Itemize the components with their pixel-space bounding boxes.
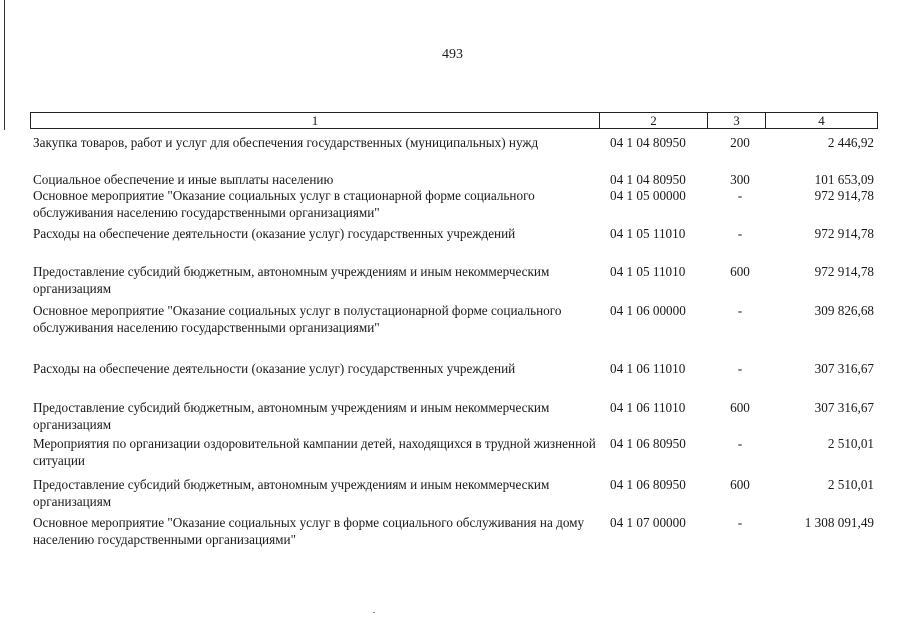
- row-sum: 307 316,67: [814, 400, 874, 415]
- scan-speck: [373, 612, 375, 613]
- row-name: Предоставление субсидий бюджетным, автономным учреждениям и иным некоммерческим организациям: [33, 264, 550, 296]
- row-sum: 1 308 091,49: [804, 515, 874, 530]
- row-name: Расходы на обеспечение деятельности (оказание услуг) государственных учреждений: [33, 361, 516, 376]
- row-expense-type: 600: [730, 477, 750, 492]
- row-code: 04 1 04 80950: [610, 135, 686, 150]
- row-sum: 972 914,78: [814, 188, 874, 203]
- row-expense-type: 600: [730, 264, 750, 279]
- row-sum: 972 914,78: [814, 264, 874, 279]
- row-sum: 2 510,01: [827, 477, 874, 492]
- row-sum: 101 653,09: [814, 172, 874, 187]
- row-sum: 2 510,01: [827, 436, 874, 451]
- budget-table: [30, 112, 878, 547]
- row-sum: 2 446,92: [827, 135, 874, 150]
- header-col-3: 3: [708, 113, 766, 128]
- row-code: 04 1 05 11010: [610, 264, 686, 279]
- row-name: Предоставление субсидий бюджетным, автономным учреждениям и иным некоммерческим организациям: [33, 400, 550, 432]
- row-name: Социальное обеспечение и иные выплаты населению: [33, 172, 334, 187]
- row-name: Мероприятия по организации оздоровительной кампании детей, находящихся в трудной жизненной ситуации: [33, 436, 596, 468]
- row-code: 04 1 06 80950: [610, 436, 686, 451]
- row-code: 04 1 05 00000: [610, 188, 686, 203]
- row-sum: 972 914,78: [814, 226, 874, 241]
- row-expense-type: 600: [730, 400, 750, 415]
- row-sum: 309 826,68: [814, 303, 874, 318]
- table-header-row: [30, 112, 878, 129]
- row-expense-type: -: [737, 515, 743, 530]
- row-expense-type: -: [737, 226, 743, 241]
- row-code: 04 1 05 11010: [610, 226, 686, 241]
- row-sum: 307 316,67: [814, 361, 874, 376]
- margin-rule: [4, 0, 5, 130]
- row-name: Предоставление субсидий бюджетным, автономным учреждениям и иным некоммерческим организациям: [33, 477, 550, 509]
- row-expense-type: -: [737, 361, 743, 376]
- row-code: 04 1 04 80950: [610, 172, 686, 187]
- row-code: 04 1 06 00000: [610, 303, 686, 318]
- row-name: Основное мероприятие "Оказание социальных услуг в форме социального обслуживания на дому населению государственными организациями": [33, 515, 585, 547]
- page-number: 493: [442, 47, 463, 62]
- row-code: 04 1 06 11010: [610, 361, 686, 376]
- header-col-1: 1: [31, 113, 600, 128]
- header-col-2: 2: [600, 113, 708, 128]
- row-expense-type: -: [737, 303, 743, 318]
- row-code: 04 1 06 80950: [610, 477, 686, 492]
- row-name: Расходы на обеспечение деятельности (оказание услуг) государственных учреждений: [33, 226, 516, 241]
- row-expense-type: -: [737, 188, 743, 203]
- row-expense-type: 200: [730, 135, 750, 150]
- row-name: Основное мероприятие "Оказание социальных услуг в полустационарной форме социального обслуживания населению государственными организациями": [33, 303, 562, 335]
- row-expense-type: -: [737, 436, 743, 451]
- row-name: Закупка товаров, работ и услуг для обеспечения государственных (муниципальных) нужд: [33, 135, 539, 150]
- row-expense-type: 300: [730, 172, 750, 187]
- row-code: 04 1 07 00000: [610, 515, 686, 530]
- header-col-4: 4: [818, 113, 825, 128]
- row-name: Основное мероприятие "Оказание социальных услуг в стационарной форме социального обслуживания населению государственными организациями": [33, 188, 535, 220]
- row-code: 04 1 06 11010: [610, 400, 686, 415]
